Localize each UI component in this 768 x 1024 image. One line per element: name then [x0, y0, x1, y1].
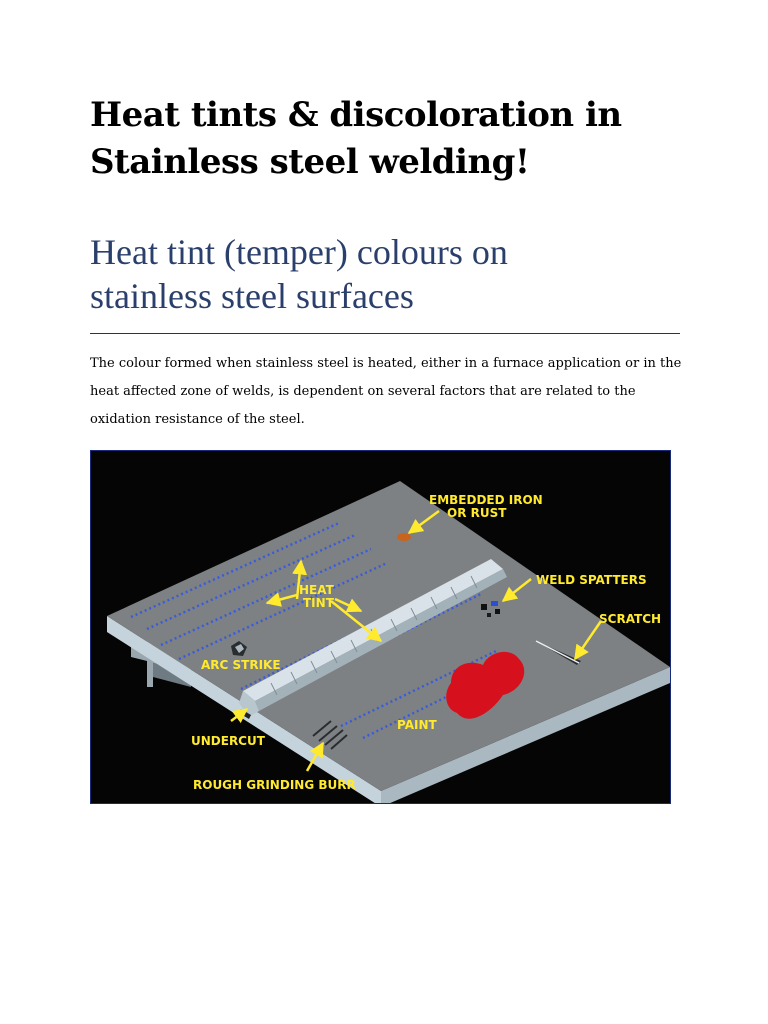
heading-divider	[90, 333, 680, 334]
label-scratch: SCRATCH	[599, 612, 662, 626]
label-undercut: UNDERCUT	[191, 734, 265, 748]
label-rough-grinding-burr: ROUGH GRINDING BURR	[193, 778, 356, 792]
label-tint-line-2: TINT	[303, 596, 334, 610]
page-title	[90, 92, 690, 186]
illustration-svg	[91, 451, 670, 803]
subtitle-line-2: stainless steel surfaces	[90, 276, 414, 316]
label-heat-line-1: HEAT	[299, 583, 334, 597]
body-paragraph: The colour formed when stainless steel is heated, either in a furnace application or in the heat affected zone of welds, is dependent on several factors that are related to the oxidation resistance of the steel.	[90, 356, 682, 427]
label-weld-spatters: WELD SPATTERS	[536, 573, 647, 587]
label-paint: PAINT	[397, 718, 437, 732]
label-embedded-iron-line-2: OR RUST	[447, 506, 507, 520]
section-heading	[90, 230, 690, 318]
title-line-1: Heat tints & discoloration in	[90, 95, 622, 135]
label-embedded-iron-line-1: EMBEDDED IRON	[429, 493, 543, 507]
title-line-2: Stainless steel welding!	[90, 142, 530, 182]
weld-defects-illustration	[90, 450, 671, 804]
rust-spot	[397, 533, 411, 541]
label-arc-strike: ARC STRIKE	[201, 658, 281, 672]
subtitle-line-1: Heat tint (temper) colours on	[90, 232, 508, 272]
